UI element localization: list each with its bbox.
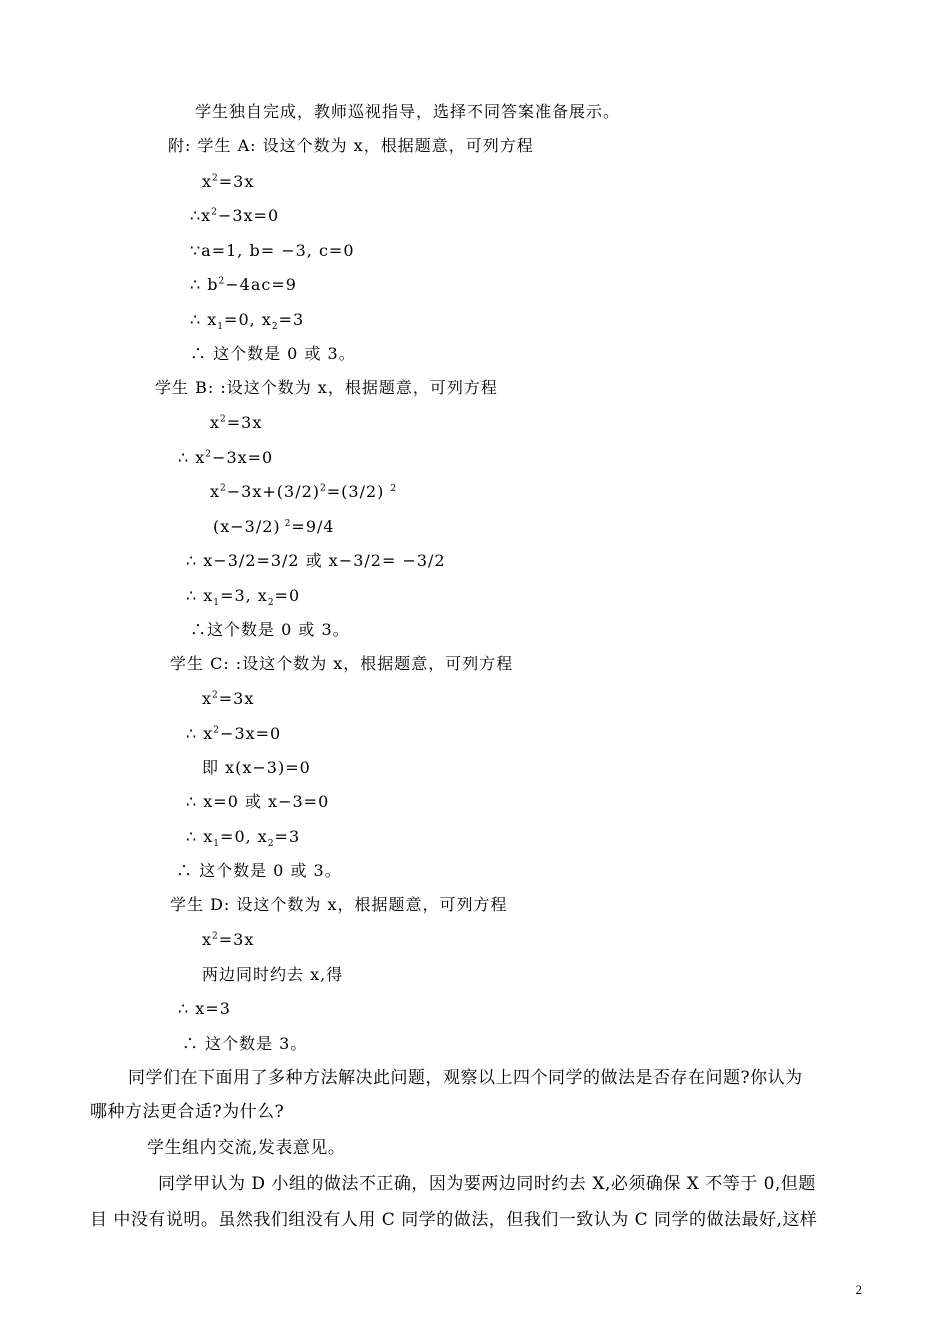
c-equation-5: ∴ $x_1=0$, $x_2=3$ [186,827,301,850]
paragraph-1-line-1: 同学们在下面用了多种方法解决此问题，观察以上四个同学的做法是否存在问题?你认为 [128,1068,803,1088]
b-equation-1: $x^2=3x$ [210,413,263,432]
d-equation-3: ∴ x=3 [178,999,231,1018]
d-equation-2: 两边同时约去 x,得 [202,965,344,984]
b-equation-3: $x^2-3x+(3/2)^2=(3/2)$ $^2$ [210,482,398,501]
b-equation-4: (x−3/2) $^2$=9/4 [213,517,335,536]
a-equation-4: ∴ $b^2-4ac=9$ [190,275,297,294]
student-d-heading: 学生 D: 设这个数为 x，根据题意，可列方程 [170,895,508,914]
paragraph-3-line-2: 目 中没有说明。虽然我们组没有人用 C 同学的做法，但我们一致认为 C 同学的做法最好,这样 [90,1210,818,1230]
c-equation-1: $x^2=3x$ [202,689,255,708]
b-equation-5: ∴ x−3/2=3/2 或 x−3/2= −3/2 [186,551,446,570]
student-a-heading: 附: 学生 A: 设这个数为 x，根据题意，可列方程 [168,136,534,155]
paragraph-1-line-2: 哪种方法更合适?为什么? [90,1102,285,1122]
c-conclusion: ∴ 这个数是 0 或 3。 [176,861,342,880]
a-equation-1: $x^2=3x$ [202,172,255,191]
d-equation-1: $x^2=3x$ [202,930,255,949]
a-conclusion: ∴ 这个数是 0 或 3。 [190,344,356,363]
c-equation-3: 即 x(x−3)=0 [202,758,311,777]
a-equation-3: ∵a=1, b= −3, c=0 [190,241,355,260]
a-equation-2: $\therefore x^2-3x=0$ [190,206,280,225]
c-equation-2: ∴ $x^2-3x=0$ [186,724,282,743]
a-equation-5: ∴ $x_1=0$, $x_2=3$ [190,310,305,333]
student-c-heading: 学生 C: :设这个数为 x，根据题意，可列方程 [170,654,514,673]
c-equation-4: ∴ x=0 或 x−3=0 [186,792,330,811]
paragraph-3-line-1: 同学甲认为 D 小组的做法不正确，因为要两边同时约去 X,必须确保 X 不等于 0,但题 [158,1174,816,1194]
intro-line: 学生独自完成，教师巡视指导，选择不同答案准备展示。 [195,102,621,121]
paragraph-2: 学生组内交流,发表意见。 [147,1138,346,1158]
b-equation-6: ∴ $x_1=3$, $x_2=0$ [186,586,301,609]
b-conclusion: ∴这个数是 0 或 3。 [190,620,350,639]
b-equation-2: ∴ $x^2-3x=0$ [178,448,274,467]
d-conclusion: ∴ 这个数是 3。 [182,1034,308,1053]
page-number: 2 [855,1282,862,1297]
student-b-heading: 学生 B: :设这个数为 x，根据题意，可列方程 [155,378,498,397]
